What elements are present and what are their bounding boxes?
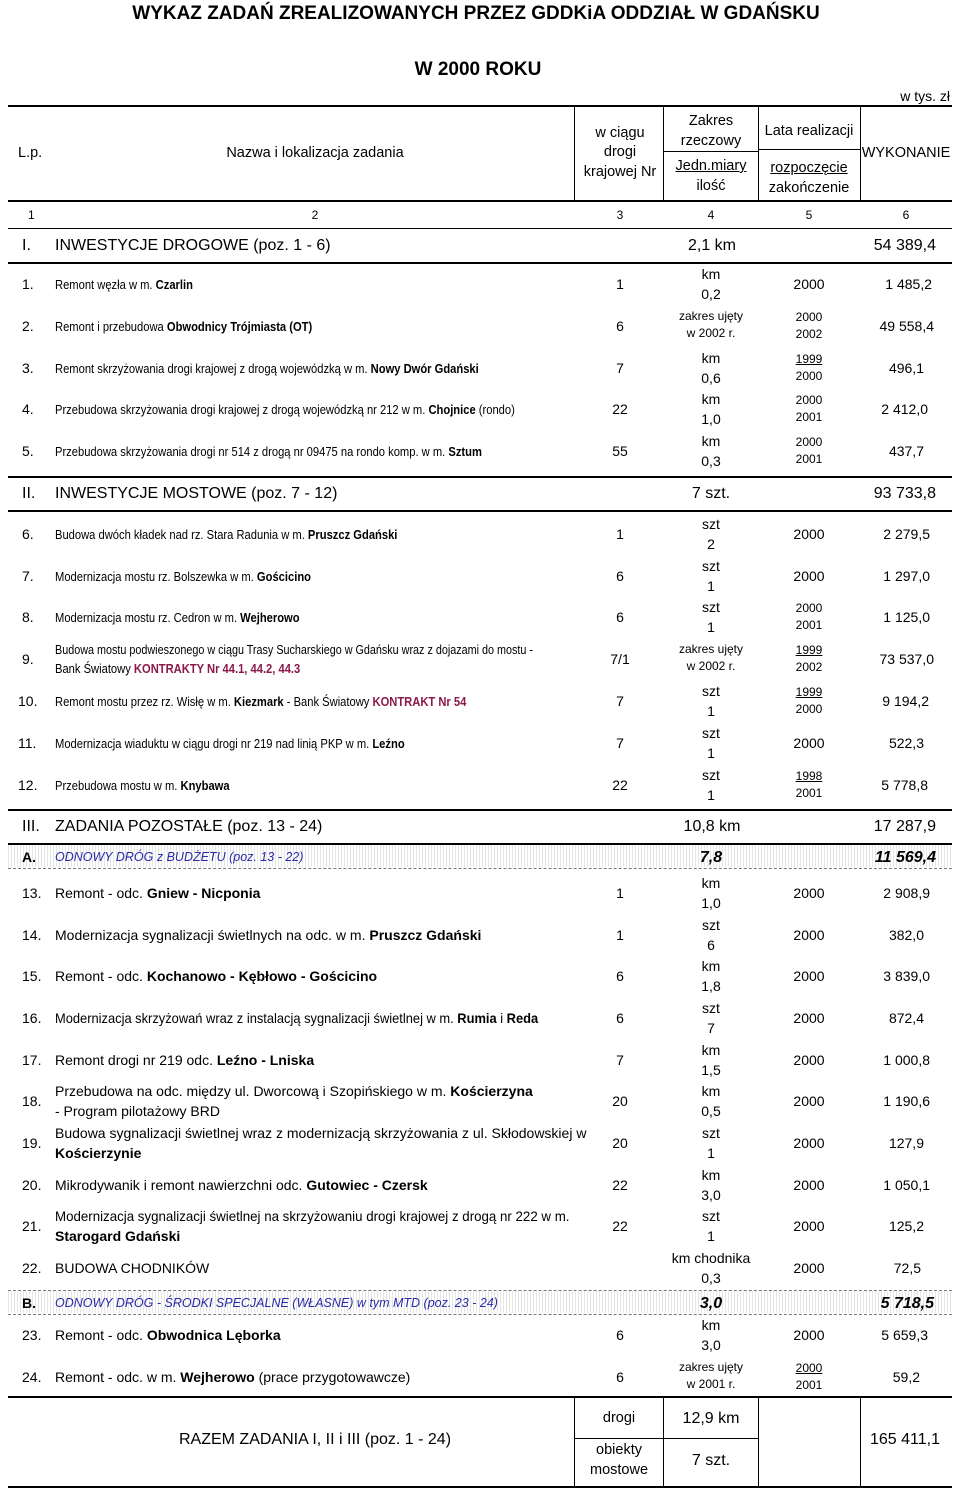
document-subtitle: W 2000 ROKU [414, 59, 542, 80]
section-border [8, 809, 952, 811]
row-start: 2000 [793, 1010, 825, 1026]
row-start: 2000 [793, 1327, 825, 1343]
row-value: 73 537,0 [879, 651, 934, 667]
unit-label: w tys. zł [900, 88, 950, 104]
row-lp: 4. [22, 401, 34, 417]
row-qty: w 2001 r. [686, 1377, 736, 1391]
total-roads-value: 12,9 km [682, 1410, 740, 1427]
row-road: 6 [616, 609, 624, 625]
total-bridges-label-1: obiekty [596, 1442, 642, 1458]
row-start: 2000 [793, 735, 825, 751]
row-unit: zakres ujęty [678, 309, 744, 323]
row-qty: 1,0 [701, 411, 721, 427]
row-qty: 0,3 [701, 453, 721, 469]
column-number: 2 [311, 208, 319, 222]
row-road: 6 [616, 1010, 624, 1026]
row-lp: 10. [18, 693, 38, 709]
table-top-border [8, 105, 952, 107]
total-top-border [8, 1396, 952, 1398]
row-name: Budowa dwóch kładek nad rz. Stara Radunia w m. Pruszcz Gdański [55, 527, 398, 542]
row-qty: 0,3 [701, 1270, 721, 1286]
total-label: RAZEM ZADANIA I, II i III (poz. 1 - 24) [178, 1431, 452, 1448]
row-qty: 7 [707, 1020, 715, 1036]
row-lp: 12. [18, 777, 38, 793]
row-qty: 6 [707, 937, 715, 953]
row-road: 22 [612, 1218, 628, 1234]
total-roads-label: drogi [602, 1410, 636, 1426]
row-value: 127,9 [888, 1135, 924, 1151]
subsection-border [8, 1314, 952, 1315]
row-end: 2001 [795, 452, 823, 466]
row-road: 7 [616, 360, 624, 376]
row-start: 2000 [793, 276, 825, 292]
row-lp: 7. [22, 568, 34, 584]
total-divider [574, 1397, 575, 1487]
row-name: Remont skrzyżowania drogi krajowej z drogą wojewódzką w m. Nowy Dwór Gdański [55, 361, 479, 376]
row-value: 872,4 [888, 1010, 924, 1026]
row-start: 2000 [793, 1093, 825, 1109]
row-name: Remont drogi nr 219 odc. Leźno - Lniska [55, 1052, 315, 1068]
row-unit: szt [702, 683, 720, 699]
column-divider [758, 106, 759, 200]
row-name: Modernizacja mostu rz. Bolszewka w m. Gościcino [55, 569, 311, 584]
row-start: 2000 [793, 526, 825, 542]
total-divider [758, 1397, 759, 1487]
row-lp: 11. [18, 735, 37, 751]
row-qty: w 2002 r. [686, 659, 736, 673]
row-road: 55 [612, 443, 628, 459]
row-unit: szt [702, 1000, 720, 1016]
row-road: 6 [616, 968, 624, 984]
row-value: 522,3 [888, 735, 924, 751]
row-lp: 9. [22, 651, 34, 667]
row-name-line1: Budowa sygnalizacji świetlnej wraz z modernizacją skrzyżowania z ul. Skłodowskiej w [55, 1125, 587, 1141]
column-header-scope-3: Jedn.miary [675, 158, 747, 174]
row-lp: 14. [22, 927, 42, 943]
row-end: 2001 [795, 410, 823, 424]
row-value: 2 908,9 [883, 885, 930, 901]
section-value: 54 389,4 [873, 237, 936, 254]
row-start: 2000 [795, 435, 823, 449]
row-value: 125,2 [888, 1218, 924, 1234]
row-unit: km [701, 433, 721, 449]
total-divider [663, 1397, 664, 1487]
row-lp: 24. [22, 1369, 42, 1385]
row-start: 1999 [795, 685, 823, 699]
subsection-title: ODNOWY DRÓG z BUDŻETU (poz. 13 - 22) [55, 850, 304, 864]
column-header-road-2: drogi [603, 144, 637, 160]
subsection-scope: 7,8 [699, 849, 723, 866]
row-unit: km [701, 1167, 721, 1183]
row-unit: km chodnika [671, 1250, 751, 1266]
subsection-title: ODNOWY DRÓG - ŚRODKI SPECJALNE (WŁASNE) w tym MTD (poz. 23 - 24) [55, 1296, 498, 1310]
row-unit: km [701, 1083, 721, 1099]
row-road: 22 [612, 401, 628, 417]
section-scope: 2,1 km [687, 237, 737, 254]
column-header-lp: L.p. [18, 145, 43, 161]
row-name: BUDOWA CHODNIKÓW [55, 1260, 210, 1276]
total-bridges-value: 7 szt. [691, 1452, 731, 1469]
row-start: 2000 [795, 601, 823, 615]
row-unit: km [701, 350, 721, 366]
row-end: 2001 [795, 618, 823, 632]
section-number: II. [22, 485, 36, 502]
row-lp: 20. [22, 1177, 42, 1193]
row-lp: 16. [22, 1010, 42, 1026]
row-value: 59,2 [892, 1369, 920, 1385]
row-lp: 23. [22, 1327, 42, 1343]
row-road: 7 [616, 693, 624, 709]
subsection-number: A. [22, 849, 36, 865]
row-name-line2: Kościerzynie [55, 1145, 142, 1161]
row-qty: 0,5 [701, 1103, 721, 1119]
row-name: Modernizacja mostu rz. Cedron w m. Wejherowo [55, 610, 300, 625]
header-bottom-border [8, 200, 952, 202]
row-qty: 1 [707, 578, 715, 594]
row-name: Mikrodywanik i remont nawierzchni odc. Gutowiec - Czersk [55, 1177, 428, 1193]
row-road: 6 [616, 1369, 624, 1385]
row-lp: 19. [22, 1135, 42, 1151]
subsection-value: 11 569,4 [874, 849, 936, 866]
row-qty: 3,0 [701, 1337, 721, 1353]
row-name: Remont i przebudowa Obwodnicy Trójmiasta (OT) [55, 319, 313, 334]
total-divider [860, 1397, 861, 1487]
row-value: 9 194,2 [882, 693, 929, 709]
row-name: Remont mostu przez rz. Wisłę w m. Kiezmark - Bank Światowy KONTRAKT Nr 54 [55, 694, 467, 709]
row-unit: km [701, 1317, 721, 1333]
row-unit: szt [702, 725, 720, 741]
section-title: INWESTYCJE MOSTOWE (poz. 7 - 12) [55, 485, 338, 502]
row-end: 2002 [795, 660, 823, 674]
row-unit: szt [702, 1125, 720, 1141]
row-qty: 0,6 [701, 370, 721, 386]
row-name: Remont - odc. w m. Wejherowo (prace przygotowawcze) [55, 1369, 411, 1385]
row-name: Modernizacja sygnalizacji świetlnych na odc. w m. Pruszcz Gdański [55, 927, 482, 943]
document-title: WYKAZ ZADAŃ ZREALIZOWANYCH PRZEZ GDDKiA ODDZIAŁ W GDAŃSKU [132, 3, 820, 24]
section-scope: 10,8 km [683, 818, 741, 835]
section-scope: 7 szt. [691, 485, 731, 502]
row-lp: 21. [22, 1218, 42, 1234]
row-value: 2 412,0 [881, 401, 928, 417]
row-name-line2: Bank Światowy KONTRAKTY Nr 44.1, 44.2, 44.3 [55, 661, 301, 676]
row-lp: 5. [22, 443, 34, 459]
row-name: Remont - odc. Kochanowo - Kębłowo - Gościcino [55, 968, 378, 984]
row-start: 2000 [793, 885, 825, 901]
row-road: 22 [612, 1177, 628, 1193]
row-qty: 1 [707, 787, 715, 803]
row-start: 2000 [795, 393, 823, 407]
row-name-line2: Starogard Gdański [55, 1228, 181, 1244]
scope-subdivider [664, 151, 758, 152]
row-end: 2002 [795, 327, 823, 341]
section-number: I. [22, 237, 31, 254]
row-lp: 17. [22, 1052, 42, 1068]
row-name-line2: - Program pilotażowy BRD [55, 1103, 220, 1119]
row-value: 3 839,0 [883, 968, 930, 984]
row-lp: 8. [22, 609, 34, 625]
column-header-scope-2: rzeczowy [680, 133, 742, 149]
row-start: 2000 [793, 1218, 825, 1234]
row-start: 1999 [795, 643, 823, 657]
column-header-scope-1: Zakres [688, 113, 734, 129]
row-name: Przebudowa skrzyżowania drogi nr 514 z drogą nr 09475 na rondo komp. w m. Sztum [55, 444, 482, 459]
years-subdivider [759, 149, 860, 150]
row-unit: szt [702, 599, 720, 615]
row-qty: 1,5 [701, 1062, 721, 1078]
row-unit: szt [702, 558, 720, 574]
row-value: 1 485,2 [885, 276, 932, 292]
column-header-end: zakończenie [768, 180, 850, 196]
row-lp: 18. [22, 1093, 42, 1109]
column-header-years: Lata realizacji [764, 123, 854, 139]
row-name-line1: Budowa mostu podwieszonego w ciągu Trasy Sucharskiego w Gdańsku wraz z dojazami do mostu - [55, 642, 534, 657]
row-qty: 1 [707, 703, 715, 719]
row-qty: 3,0 [701, 1187, 721, 1203]
row-qty: w 2002 r. [686, 326, 736, 340]
row-qty: 1,8 [701, 978, 721, 994]
column-header-scope-4: ilość [696, 178, 726, 194]
row-start: 1998 [795, 769, 823, 783]
row-value: 1 190,6 [883, 1093, 930, 1109]
row-name: Przebudowa skrzyżowania drogi krajowej z drogą wojewódzką nr 212 w m. Chojnice (rondo) [55, 402, 515, 417]
row-road: 6 [616, 318, 624, 334]
row-unit: zakres ujęty [678, 642, 744, 656]
row-start: 2000 [793, 1177, 825, 1193]
row-value: 5 778,8 [881, 777, 928, 793]
row-qty: 1,0 [701, 895, 721, 911]
column-header-exec: WYKONANIE [861, 145, 951, 161]
row-unit: km [701, 1042, 721, 1058]
row-start: 1999 [795, 352, 823, 366]
row-value: 382,0 [888, 927, 924, 943]
row-divider [8, 228, 952, 229]
row-name: Remont - odc. Gniew - Nicponia [55, 885, 261, 901]
row-value: 72,5 [893, 1260, 921, 1276]
row-end: 2000 [795, 702, 823, 716]
row-road: 7 [616, 735, 624, 751]
row-unit: km [701, 875, 721, 891]
row-value: 1 000,8 [883, 1052, 930, 1068]
row-unit: km [701, 391, 721, 407]
row-lp: 22. [22, 1260, 42, 1276]
row-start: 2000 [795, 1361, 823, 1375]
row-lp: 6. [22, 526, 34, 542]
row-road: 1 [616, 276, 624, 292]
row-qty: 1 [707, 1228, 715, 1244]
row-road: 1 [616, 885, 624, 901]
subsection-scope: 3,0 [699, 1295, 723, 1312]
column-number: 1 [28, 208, 35, 222]
row-road: 1 [616, 526, 624, 542]
section-value: 17 287,9 [873, 818, 936, 835]
row-road: 20 [612, 1093, 628, 1109]
row-unit: szt [702, 1208, 720, 1224]
section-title: ZADANIA POZOSTAŁE (poz. 13 - 24) [55, 818, 323, 835]
column-divider [574, 106, 575, 200]
section-border [8, 476, 952, 478]
row-start: 2000 [793, 1052, 825, 1068]
row-road: 6 [616, 1327, 624, 1343]
row-start: 2000 [793, 568, 825, 584]
row-name: Modernizacja skrzyżowań wraz z instalacją sygnalizacji świetlnej w m. Rumia i Reda [55, 1010, 539, 1026]
table-bottom-border [8, 1486, 952, 1488]
row-lp: 15. [22, 968, 42, 984]
column-divider [663, 106, 664, 200]
row-unit: km [701, 266, 721, 282]
column-number: 6 [902, 208, 910, 222]
row-road: 20 [612, 1135, 628, 1151]
section-number: III. [22, 818, 40, 835]
row-end: 2001 [795, 1378, 823, 1392]
section-border [8, 510, 952, 512]
row-name: Modernizacja wiaduktu w ciągu drogi nr 219 nad linią PKP w m. Leźno [55, 736, 405, 751]
row-unit: km [701, 958, 721, 974]
row-end: 2001 [795, 786, 823, 800]
row-lp: 13. [22, 885, 42, 901]
row-value: 496,1 [888, 360, 924, 376]
row-lp: 3. [22, 360, 34, 376]
row-value: 1 125,0 [883, 609, 930, 625]
column-number: 3 [616, 208, 624, 222]
row-lp: 1. [22, 276, 34, 292]
total-bridges-label-2: mostowe [589, 1462, 649, 1478]
row-road: 7 [616, 1052, 624, 1068]
row-name: Remont węzła w m. Czarlin [55, 277, 193, 292]
row-start: 2000 [793, 1135, 825, 1151]
column-header-road-1: w ciągu [595, 125, 645, 141]
row-start: 2000 [793, 927, 825, 943]
row-value: 1 050,1 [883, 1177, 930, 1193]
column-header-road-3: krajowej Nr [583, 164, 657, 180]
subsection-number: B. [22, 1295, 36, 1311]
row-qty: 2 [707, 536, 715, 552]
row-start: 2000 [793, 1260, 825, 1276]
row-unit: zakres ujęty [678, 1360, 744, 1374]
row-value: 1 297,0 [883, 568, 930, 584]
column-header-name: Nazwa i lokalizacja zadania [226, 145, 404, 161]
row-name-line1: Przebudowa na odc. między ul. Dworcową i Szopińskiego w m. Kościerzyna [55, 1083, 533, 1099]
row-end: 2000 [795, 369, 823, 383]
row-start: 2000 [793, 968, 825, 984]
total-subdivider [575, 1438, 758, 1439]
row-value: 437,7 [888, 443, 924, 459]
column-number: 5 [805, 208, 813, 222]
row-qty: 1 [707, 745, 715, 761]
row-road: 6 [616, 568, 624, 584]
row-start: 2000 [795, 310, 823, 324]
section-title: INWESTYCJE DROGOWE (poz. 1 - 6) [55, 237, 331, 254]
row-road: 7/1 [610, 651, 630, 667]
row-name: Remont - odc. Obwodnica Lęborka [55, 1327, 281, 1343]
row-value: 49 558,4 [879, 318, 934, 334]
row-unit: szt [702, 767, 720, 783]
row-road: 1 [616, 927, 624, 943]
column-number: 4 [707, 208, 715, 222]
row-unit: szt [702, 917, 720, 933]
row-road: 22 [612, 777, 628, 793]
subsection-value: 5 718,5 [880, 1295, 934, 1312]
subsection-border [8, 868, 952, 869]
row-value: 2 279,5 [883, 526, 930, 542]
row-unit: szt [702, 516, 720, 532]
column-header-start: rozpoczęcie [770, 160, 848, 176]
total-value: 165 411,1 [870, 1431, 940, 1448]
section-border [8, 262, 952, 264]
section-value: 93 733,8 [873, 485, 936, 502]
row-value: 5 659,3 [881, 1327, 928, 1343]
row-lp: 2. [22, 318, 34, 334]
row-name-line1: Modernizacja sygnalizacji świetlnej na skrzyżowaniu drogi krajowej z drogą nr 222 w m. [55, 1208, 570, 1224]
row-qty: 1 [707, 619, 715, 635]
row-qty: 1 [707, 1145, 715, 1161]
row-qty: 0,2 [701, 286, 721, 302]
row-name: Przebudowa mostu w m. Knybawa [55, 778, 230, 793]
